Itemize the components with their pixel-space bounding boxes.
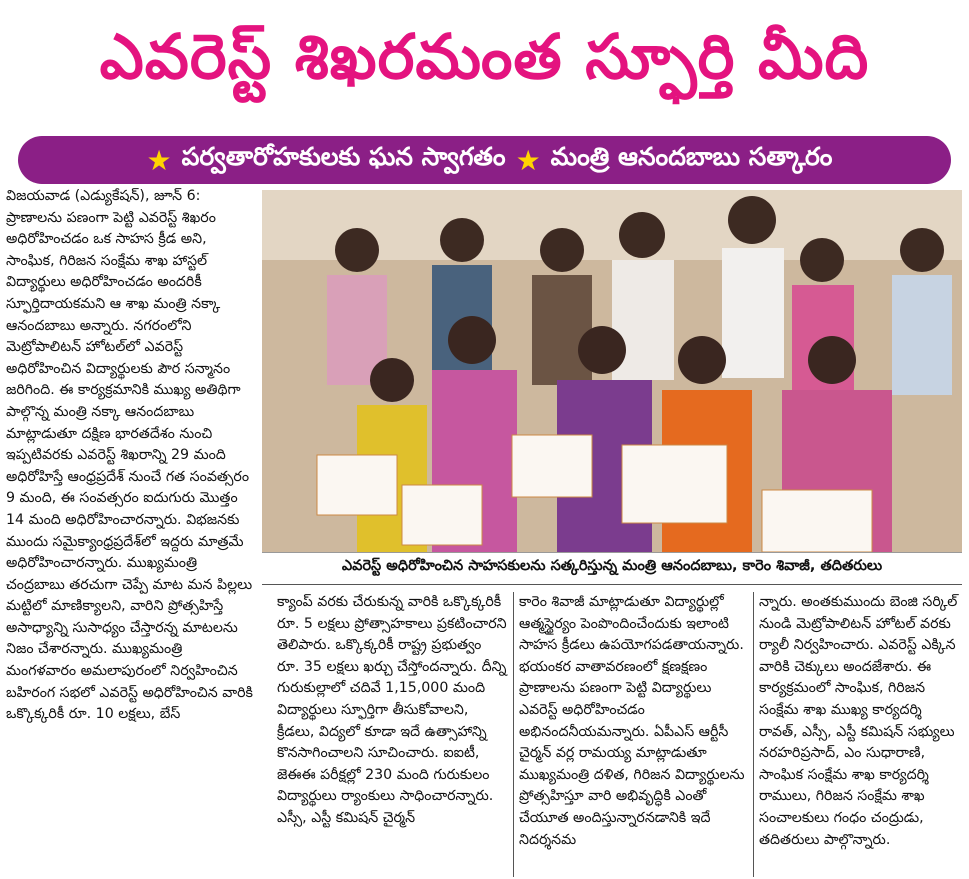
article-column-4 <box>759 592 963 851</box>
article-column-2 <box>277 592 507 830</box>
divider <box>262 584 962 585</box>
photo-caption: ఎవరెస్ట్ అధిరోహించిన సాహసకులను సత్కరిస్తున్న మంత్రి ఆనందబాబు, కారెం శివాజీ, తదితరులు <box>262 552 962 583</box>
group-photo-illustration <box>262 190 962 552</box>
column-4-text: న్నారు. అంతకుముందు బెంజి సర్కిల్ నుండి మెట్రోపాలిటన్ హోటల్ వరకు ర్యాలీ నిర్వహించారు. ఎవరెస్ట్ ఎక్కిన వారికి చెక్కులు అందజేశారు. ఈ కార్యక్రమంలో సాంఘిక, గిరిజన సంక్షేమ శాఖ ముఖ్య కార్యదర్శి రావత్, ఎస్సీ, ఎస్టీ కమిషన్ సభ్యులు నరహరిప్రసాద్, ఎం సుధారాణి, సాంఘిక సంక్షేమ శాఖ కార్యదర్శి రాములు, గిరిజన సంక్షేమ శాఖ సంచాలకులు గంధం చంద్రుడు, తదితరులు పాల్గొన్నారు. <box>759 594 958 848</box>
column-2-text: క్యాంప్ వరకు చేరుకున్న వారికి ఒక్కొక్కరికీ రూ. 5 లక్షలు ప్రోత్సాహకాలు ప్రకటించారని తెలిపారు. ఒక్కొక్కరికీ రాష్ట్ర ప్రభుత్వం రూ. 35 లక్షలు ఖర్చు చేస్తోందన్నారు. దీన్ని గురుకుల్లాలో చదివే 1,15,000 మంది విద్యార్థులు స్ఫూర్తిగా తీసుకోవాలని, క్రీడలు, విద్యలో కూడా ఇదే ఉత్సాహాన్ని కొనసాగించాలని సూచించారు. ఐఐటీ, జెఈఈ పరీక్షల్లో 230 మంది గురుకులం విద్యార్థులు ర్యాంకులు సాధించారన్నారు. ఎస్సీ, ఎస్టీ కమిషన్ చైర్మన్ <box>277 594 507 826</box>
subheadline-band <box>18 136 951 184</box>
headline: ఎవరెస్ట్ శిఖరమంత స్ఫూర్తి మీది <box>99 20 870 93</box>
column-divider <box>513 592 514 877</box>
column-divider <box>753 592 754 877</box>
news-photo <box>262 190 962 552</box>
article-column-3 <box>519 592 749 851</box>
column-3-text: కారెం శివాజీ మాట్లాడుతూ విద్యార్థుల్లో ఆత్మస్థైర్యం పెంపొందించేందుకు ఇలాంటి సాహస క్రీడలు ఉపయోగపడతాయన్నారు. భయంకర వాతావరణంలో క్షణక్షణం ప్రాణాలను పణంగా పెట్టి విద్యార్థులు ఎవరెస్ట్ అధిరోహించడం అభినందనీయమన్నారు. ఏపీఎస్ ఆర్టీసీ చైర్మన్ వర్ల రామయ్య మాట్లాడుతూ ముఖ్యమంత్రి దళిత, గిరిజన విద్యార్థులను ప్రోత్సహిస్తూ వారి అభివృద్ధికి ఎంతో చేయూత అందిస్తున్నారనడానికి ఇదే నిదర్శనమ <box>519 594 745 848</box>
star-icon: ★ <box>146 143 172 177</box>
column-1-text: విజయవాడ (ఎడ్యుకేషన్), జూన్ 6: ప్రాణాలను పణంగా పెట్టి ఎవరెస్ట్ శిఖరం అధిరోహించడం ఒక సాహస క్రీడ అని, సాంఘిక, గిరిజన సంక్షేమ శాఖ హాస్టల్ విద్యార్థులు అధిరోహించడం అందరికీ స్ఫూర్తిదాయకమని ఆ శాఖ మంత్రి నక్కా ఆనందబాబు అన్నారు. నగరంలోని మెట్రోపాలిటన్ హోటల్‌లో ఎవరెస్ట్ అధిరోహించిన విద్యార్థులకు పౌర సన్మానం జరిగింది. ఈ కార్యక్రమానికి ముఖ్య అతిథిగా పాల్గొన్న మంత్రి నక్కా ఆనందబాబు మాట్లాడుతూ దక్షిణ భారతదేశం నుంచి ఇప్పటివరకు ఎవరెస్ట్ శిఖరాన్ని 29 మంది అధిరోహిస్తే ఆంధ్రప్రదేశ్ నుంచే గత సంవత్సరం 9 మంది, ఈ సంవత్సరం ఐదుగురు మొత్తం 14 మంది అధిరోహించారన్నారు. విభజనకు ముందు సమైక్యాంధ్రప్రదేశ్‌లో ఇద్దరు మాత్రమే అధిరోహించారన్నారు. ముఖ్యమంత్రి చంద్రబాబు తరచుగా చెప్పే మాట మన పిల్లలు మట్టిలో మాణిక్యాలని, వారిని ప్రోత్సహిస్తే అసాధ్యాన్ని సుసాధ్యం చేస్తారన్న మాటలను నిజం చేశారన్నారు. ముఖ్యమంత్రి మంగళవారం అమలాపురంలో నిర్వహించిన బహిరంగ సభలో ఎవరెస్ట్ అధిరోహించిన వారికి ఒక్కొక్కరికీ రూ. 10 లక్షలు, బేస్ <box>6 188 253 723</box>
article-column-1 <box>6 186 256 726</box>
star-icon: ★ <box>515 143 541 177</box>
subheadline-part2: మంత్రి ఆనందబాబు సత్కారం <box>550 142 833 171</box>
subheadline-part1: పర్వతారోహకులకు ఘన స్వాగతం <box>181 142 506 171</box>
